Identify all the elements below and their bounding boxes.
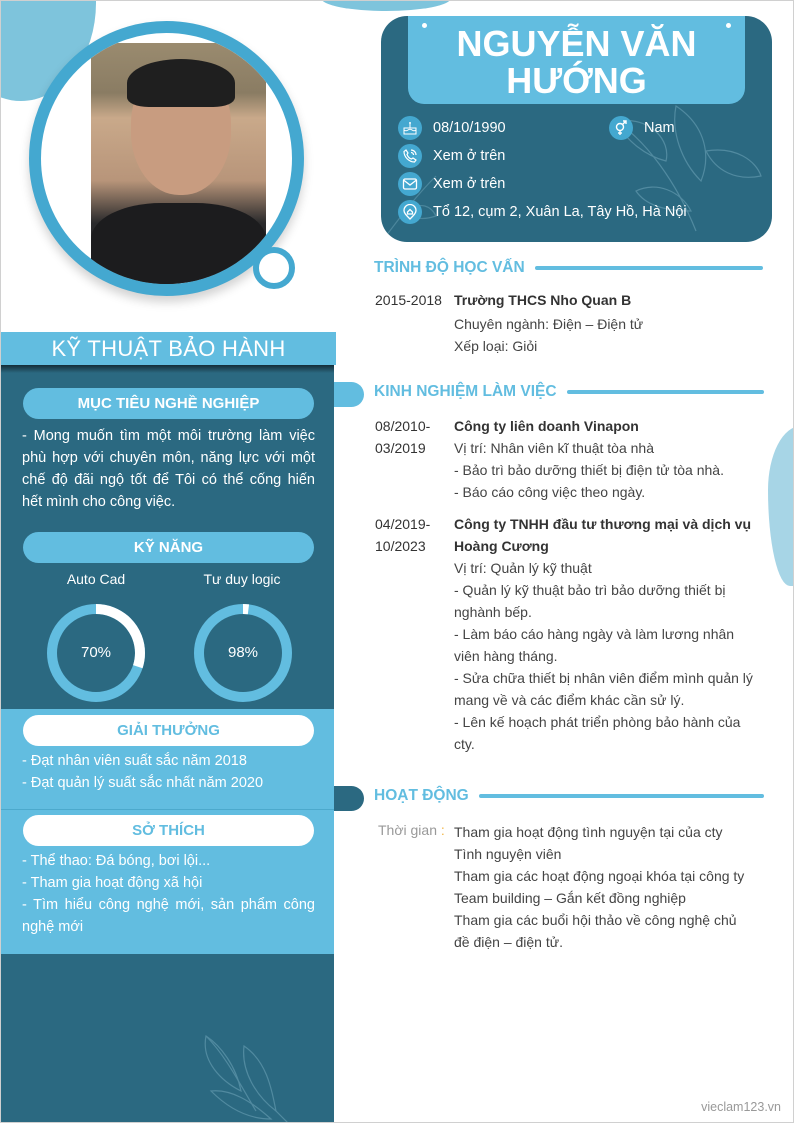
activities-time-label: Thời gian : (378, 822, 445, 838)
experience-duty: mang về và các điểm khác cần sử lý. (454, 692, 685, 708)
decorative-blob-top (321, 0, 451, 11)
experience-details (454, 513, 753, 755)
location-icon (398, 200, 422, 224)
experience-duty: - Quản lý kỹ thuật bảo trì bảo dưỡng thiết bị (454, 582, 726, 598)
experience-duty: - Bảo trì bảo dưỡng thiết bị điện tử tòa nhà. (454, 462, 724, 478)
birthday-cake-icon (398, 116, 422, 140)
objective-heading: MỤC TIÊU NGHỀ NGHIỆP (23, 388, 314, 419)
skill-name-autocad: Auto Cad (66, 571, 126, 587)
education-grade: Xếp loại: Giỏi (454, 338, 538, 354)
leaf-decoration-icon (196, 1031, 306, 1123)
experience-period: 08/2010- 03/2019 (375, 418, 431, 456)
email-icon (398, 172, 422, 196)
experience-period: 04/2019- 10/2023 (375, 516, 431, 554)
experience-duty: viên hàng tháng. (454, 648, 558, 664)
hobby-item: - Thể thao: Đá bóng, bơi lội... (22, 853, 211, 869)
watermark: vieclam123.vn (701, 1100, 781, 1114)
section-tab-decoration (334, 382, 364, 407)
experience-duty: - Sửa chữa thiết bị nhân viên điểm mình quản lý (454, 670, 753, 686)
award-item: - Đạt nhân viên suất sắc năm 2018 (22, 753, 247, 769)
education-period: 2015-2018 (375, 292, 442, 308)
full-name-line1: NGUYỄN VĂN (456, 23, 697, 64)
address-row (398, 200, 687, 224)
experience-company: Công ty liên doanh Vinapon (454, 418, 639, 434)
education-major: Chuyên ngành: Điện – Điện tử (454, 316, 644, 332)
activities-list (454, 821, 744, 953)
email-value: Xem ở trên (433, 176, 506, 192)
phone-value: Xem ở trên (433, 148, 506, 164)
name-banner (408, 16, 745, 104)
decorative-blob-right (768, 426, 794, 586)
gender-icon (609, 116, 633, 140)
gender-value: Nam (644, 120, 675, 136)
experience-title: KINH NGHIỆM LÀM VIỆC (374, 383, 557, 400)
experience-company: Hoàng Cương (454, 538, 549, 554)
avatar-photo (91, 43, 266, 293)
activity-line: Tham gia các buổi hội thảo về công nghệ chủ (454, 912, 737, 928)
activity-line: Tình nguyện viên (454, 846, 562, 862)
section-divider-line (567, 390, 764, 394)
full-name-line2: HƯỚNG (506, 60, 647, 101)
phone-icon (398, 144, 422, 168)
awards-list (22, 750, 315, 794)
experience-duty: nghành bếp. (454, 604, 532, 620)
section-divider-line (479, 794, 764, 798)
activities-title: HOẠT ĐỘNG (374, 787, 469, 804)
email-row (398, 172, 505, 196)
experience-company: Công ty TNHH đầu tư thương mại và dịch vụ (454, 516, 752, 532)
hobbies-list (22, 850, 315, 938)
hobbies-heading: SỞ THÍCH (23, 815, 314, 846)
experience-section-header (374, 383, 764, 401)
job-title: KỸ THUẬT BẢO HÀNH (1, 332, 336, 365)
skills-heading: KỸ NĂNG (23, 532, 314, 563)
experience-duty: - Làm báo cáo hàng ngày và làm lương nhân (454, 626, 735, 642)
award-item: - Đạt quản lý suất sắc nhất năm 2020 (22, 775, 264, 791)
skill-percent-logic: 98% (227, 644, 259, 661)
birthday-value: 08/10/1990 (433, 120, 506, 136)
activity-line: Tham gia hoạt động tình nguyện tại của cty (454, 824, 723, 840)
section-tab-decoration (334, 786, 364, 811)
phone-row (398, 144, 505, 168)
education-section-header (374, 259, 763, 277)
header-card (381, 16, 772, 242)
education-details (454, 289, 643, 357)
avatar-decorative-dot (253, 247, 295, 289)
divider (1, 809, 334, 810)
skill-name-logic: Tư duy logic (203, 571, 281, 587)
experience-duty: - Lên kế hoạch phát triển phòng bảo hành của (454, 714, 741, 730)
shadow-stripe (1, 365, 334, 373)
experience-details (454, 415, 724, 503)
activity-line: Team building – Gắn kết đồng nghiệp (454, 890, 686, 906)
objective-text: - Mong muốn tìm một môi trường làm việc phù hợp với chuyên môn, năng lực với một chế độ đãi ngộ tốt để Tôi có thể cống hiến hết mình cho công việc. (22, 428, 315, 510)
education-title: TRÌNH ĐỘ HỌC VẤN (374, 259, 525, 276)
experience-duty: - Báo cáo công việc theo ngày. (454, 484, 646, 500)
education-school: Trường THCS Nho Quan B (454, 292, 632, 308)
hobby-item: - Tham gia hoạt động xã hội (22, 875, 203, 891)
awards-heading: GIẢI THƯỞNG (23, 715, 314, 746)
experience-position: Vị trí: Nhân viên kĩ thuật tòa nhà (454, 440, 655, 456)
address-value: Tổ 12, cụm 2, Xuân La, Tây Hồ, Hà Nội (433, 204, 687, 220)
gender-row (609, 116, 675, 140)
hobby-item: - Tìm hiểu công nghệ mới, sản phẩm công nghệ mới (22, 897, 315, 935)
experience-position: Vị trí: Quản lý kỹ thuật (454, 560, 592, 576)
section-divider-line (535, 266, 763, 270)
activity-line: đề điện – điện tử. (454, 934, 564, 950)
experience-duty: cty. (454, 736, 475, 752)
birthday-row (398, 116, 506, 140)
skill-percent-autocad: 70% (80, 644, 112, 661)
activity-line: Tham gia các hoạt động ngoại khóa tại công ty (454, 868, 745, 884)
activities-section-header (374, 787, 764, 805)
